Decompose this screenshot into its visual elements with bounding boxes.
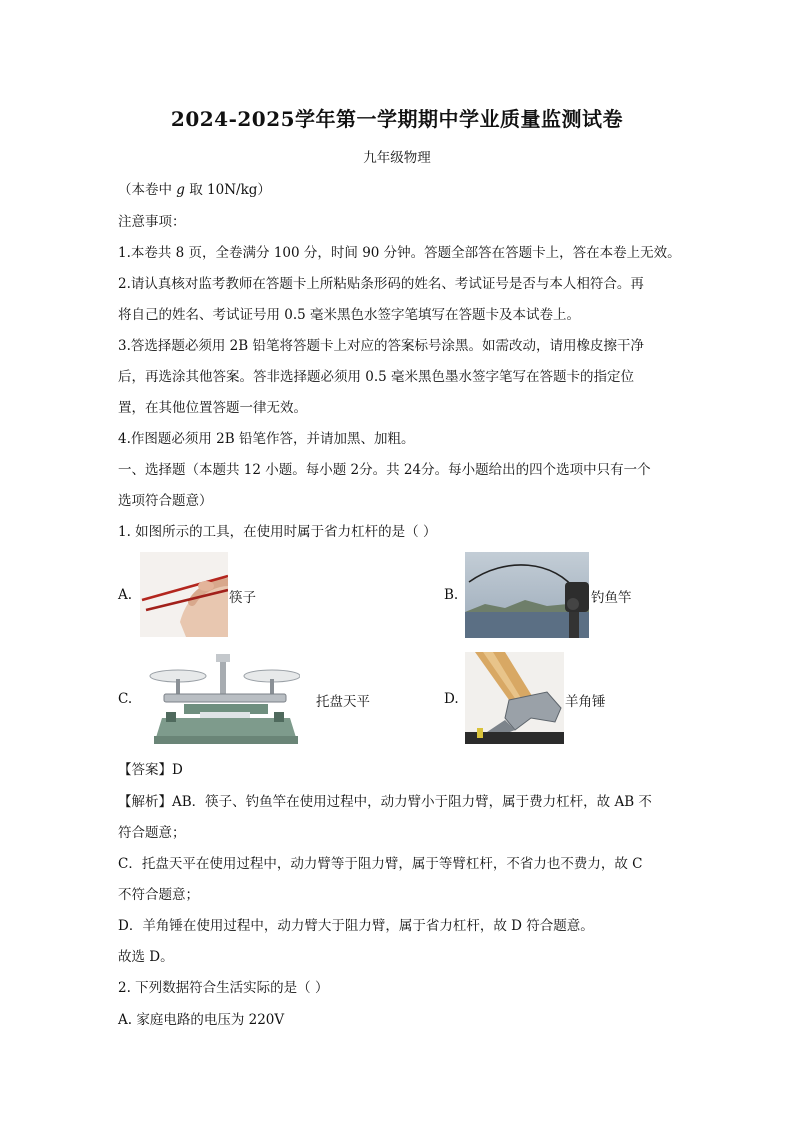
- instruction-line: 将自己的姓名、考试证号用 0.5 毫米黑色水签字笔填写在答题卡及本试卷上。: [118, 307, 581, 323]
- question-2-option-a: A. 家庭电路的电压为 220V: [118, 1012, 285, 1028]
- chopsticks-image: [140, 552, 228, 637]
- instruction-line: 4.作图题必须用 2B 铅笔作答，并请加黑、加粗。: [118, 431, 415, 447]
- instruction-line: 后，再选涂其他答案。答非选择题必须用 0.5 毫米黑色墨水签字笔写在答题卡的指定位: [118, 369, 635, 385]
- instructions-heading: 注意事项：: [118, 214, 186, 230]
- instruction-line: 置，在其他位置答题一律无效。: [118, 400, 307, 416]
- instruction-line: 2.请认真核对监考教师在答题卡上所粘贴条形码的姓名、考试证号是否与本人相符合。再: [118, 276, 644, 292]
- option-a-label: 筷子: [229, 590, 256, 606]
- question-1-stem: 1. 如图所示的工具，在使用时属于省力杠杆的是（ ）: [118, 524, 437, 540]
- analysis-line: 不符合题意；: [118, 887, 199, 903]
- analysis-line: C．托盘天平在使用过程中，动力臂等于阻力臂，属于等臂杠杆，不省力也不费力，故 C: [118, 856, 643, 872]
- option-c-label: 托盘天平: [316, 694, 370, 710]
- analysis-line: 符合题意；: [118, 825, 186, 841]
- question-2-stem: 2. 下列数据符合生活实际的是（ ）: [118, 980, 329, 996]
- option-a-letter: A.: [118, 587, 133, 603]
- analysis-line: D．羊角锤在使用过程中，动力臂大于阻力臂，属于省力杠杆，故 D 符合题意。: [118, 918, 594, 934]
- option-d-label: 羊角锤: [565, 694, 606, 710]
- option-c-letter: C.: [118, 691, 133, 707]
- instruction-line: 3.答选择题必须用 2B 铅笔将答题卡上对应的答案标号涂黑。如需改动，请用橡皮擦干净: [118, 338, 644, 354]
- exam-title: 2024-2025学年第一学期期中学业质量监测试卷: [170, 107, 624, 131]
- section-heading: 一、选择题（本题共 12 小题。每小题 2分。共 24分。每小题给出的四个选项中只有一个: [118, 462, 651, 478]
- instruction-line: 1.本卷共 8 页，全卷满分 100 分，时间 90 分钟。答题全部答在答题卡上，答在本卷上无效。: [118, 245, 681, 261]
- analysis-line: 【解析】AB．筷子、钓鱼竿在使用过程中，动力臂小于阻力臂，属于费力杠杆，故 AB 不: [118, 794, 652, 810]
- option-b-label: 钓鱼竿: [591, 590, 632, 606]
- gravity-note: （本卷中 g 取 10N/kg）: [118, 182, 271, 198]
- option-b-letter: B.: [444, 587, 459, 603]
- exam-subtitle: 九年级物理: [363, 150, 431, 166]
- option-d-letter: D.: [444, 691, 459, 707]
- claw-hammer-image: [465, 652, 564, 744]
- analysis-line: 故选 D。: [118, 949, 174, 965]
- fishing-rod-image: [465, 552, 589, 638]
- section-heading-cont: 选项符合题意）: [118, 493, 213, 509]
- balance-scale-image: [144, 652, 300, 744]
- answer-line: 【答案】D: [118, 762, 183, 778]
